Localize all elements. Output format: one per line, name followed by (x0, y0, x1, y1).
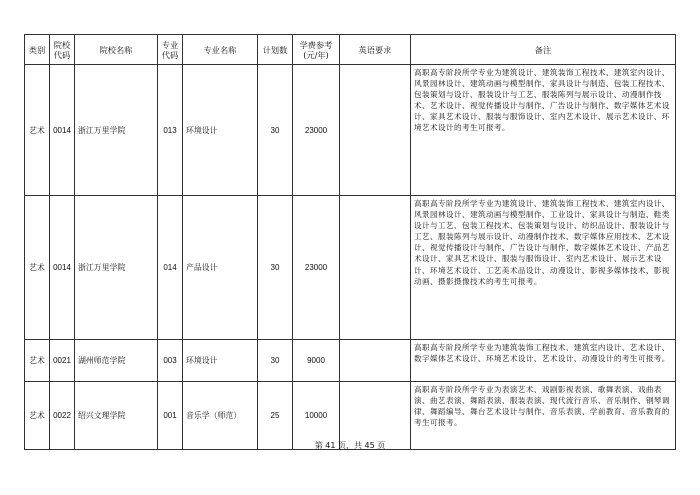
cell-major-name: 环境设计 (183, 65, 258, 196)
header-notes: 备注 (411, 35, 676, 65)
cell-quota: 30 (258, 196, 293, 340)
cell-quota: 30 (258, 65, 293, 196)
cell-major-code: 003 (158, 340, 183, 382)
cell-english (340, 340, 411, 382)
cell-tuition: 23000 (293, 65, 340, 196)
cell-category: 艺术 (25, 196, 50, 340)
header-tuition: 学费参考 (元/年) (293, 35, 340, 65)
admissions-table (24, 34, 676, 450)
cell-school-code: 0022 (50, 382, 75, 450)
cell-tuition: 10000 (293, 382, 340, 450)
header-category: 类别 (25, 35, 50, 65)
cell-major-name: 环境设计 (183, 340, 258, 382)
cell-english (340, 196, 411, 340)
cell-school-code: 0021 (50, 340, 75, 382)
cell-tuition: 9000 (293, 340, 340, 382)
cell-school-code: 0014 (50, 196, 75, 340)
cell-school-name: 湖州师范学院 (75, 340, 158, 382)
header-school-name: 院校名称 (75, 35, 158, 65)
table-row (25, 196, 676, 340)
cell-school-name: 浙江万里学院 (75, 196, 158, 340)
cell-school-name: 浙江万里学院 (75, 65, 158, 196)
cell-tuition: 23000 (293, 196, 340, 340)
header-row (25, 35, 676, 65)
page-footer: 第 41 页，共 45 页 (314, 441, 386, 450)
header-major-name: 专业名称 (183, 35, 258, 65)
cell-notes: 高职高专阶段所学专业为表演艺术、戏剧影视表演、歌舞表演、戏曲表演、曲艺表演、舞蹈表演、服装表演、现代流行音乐、音乐制作、钢琴调律、舞蹈编导、舞台艺术设计与制作、音乐表演、学前教育、音乐教育的考生可报考。 (411, 382, 676, 450)
cell-major-code: 014 (158, 196, 183, 340)
cell-quota: 30 (258, 340, 293, 382)
cell-english (340, 65, 411, 196)
header-english: 英语要求 (340, 35, 411, 65)
header-school-code: 院校 代码 (50, 35, 75, 65)
cell-notes: 高职高专阶段所学专业为建筑设计、建筑装饰工程技术、建筑室内设计、风景园林设计、建筑动画与模型制作、工业设计、家具设计与制造、鞋类设计与工艺、包装工程技术、包装策划与设计、纺织品设计、服装设计与工艺、服装陈列与展示设计、动漫制作技术、数字媒体应用技术、艺术设计、视觉传播设计与制作、广告设计与制作、数字媒体艺术设计、产品艺术设计、家具艺术设计、服装与服饰设计、室内艺术设计、展示艺术设计、环境艺术设计、工艺美术品设计、动漫设计、影视多媒体技术、影视动画、摄影摄像技术的考生可报考。 (411, 196, 676, 340)
cell-category: 艺术 (25, 65, 50, 196)
cell-category: 艺术 (25, 382, 50, 450)
table-row (25, 340, 676, 382)
cell-notes: 高职高专阶段所学专业为建筑装饰工程技术、建筑室内设计、艺术设计、数字媒体艺术设计、环境艺术设计、艺术设计、动漫设计的考生可报考。 (411, 340, 676, 382)
cell-major-name: 产品设计 (183, 196, 258, 340)
header-major-code: 专业 代码 (158, 35, 183, 65)
cell-major-code: 013 (158, 65, 183, 196)
cell-major-code: 001 (158, 382, 183, 450)
cell-notes: 高职高专阶段所学专业为建筑设计、建筑装饰工程技术、建筑室内设计、风景园林设计、建筑动画与模型制作、家具设计与制造、包装工程技术、包装策划与设计、服装设计与工艺、服装陈列与展示设计、动漫制作技术、艺术设计、视觉传播设计与制作、广告设计与制作、数字媒体艺术设计、家具艺术设计、服装与服饰设计、室内艺术设计、展示艺术设计、环境艺术设计的考生可报考。 (411, 65, 676, 196)
cell-school-name: 绍兴文理学院 (75, 382, 158, 450)
cell-school-code: 0014 (50, 65, 75, 196)
cell-category: 艺术 (25, 340, 50, 382)
cell-quota: 25 (258, 382, 293, 450)
cell-major-name: 音乐学（师范） (183, 382, 258, 450)
header-quota: 计划数 (258, 35, 293, 65)
table-row (25, 65, 676, 196)
